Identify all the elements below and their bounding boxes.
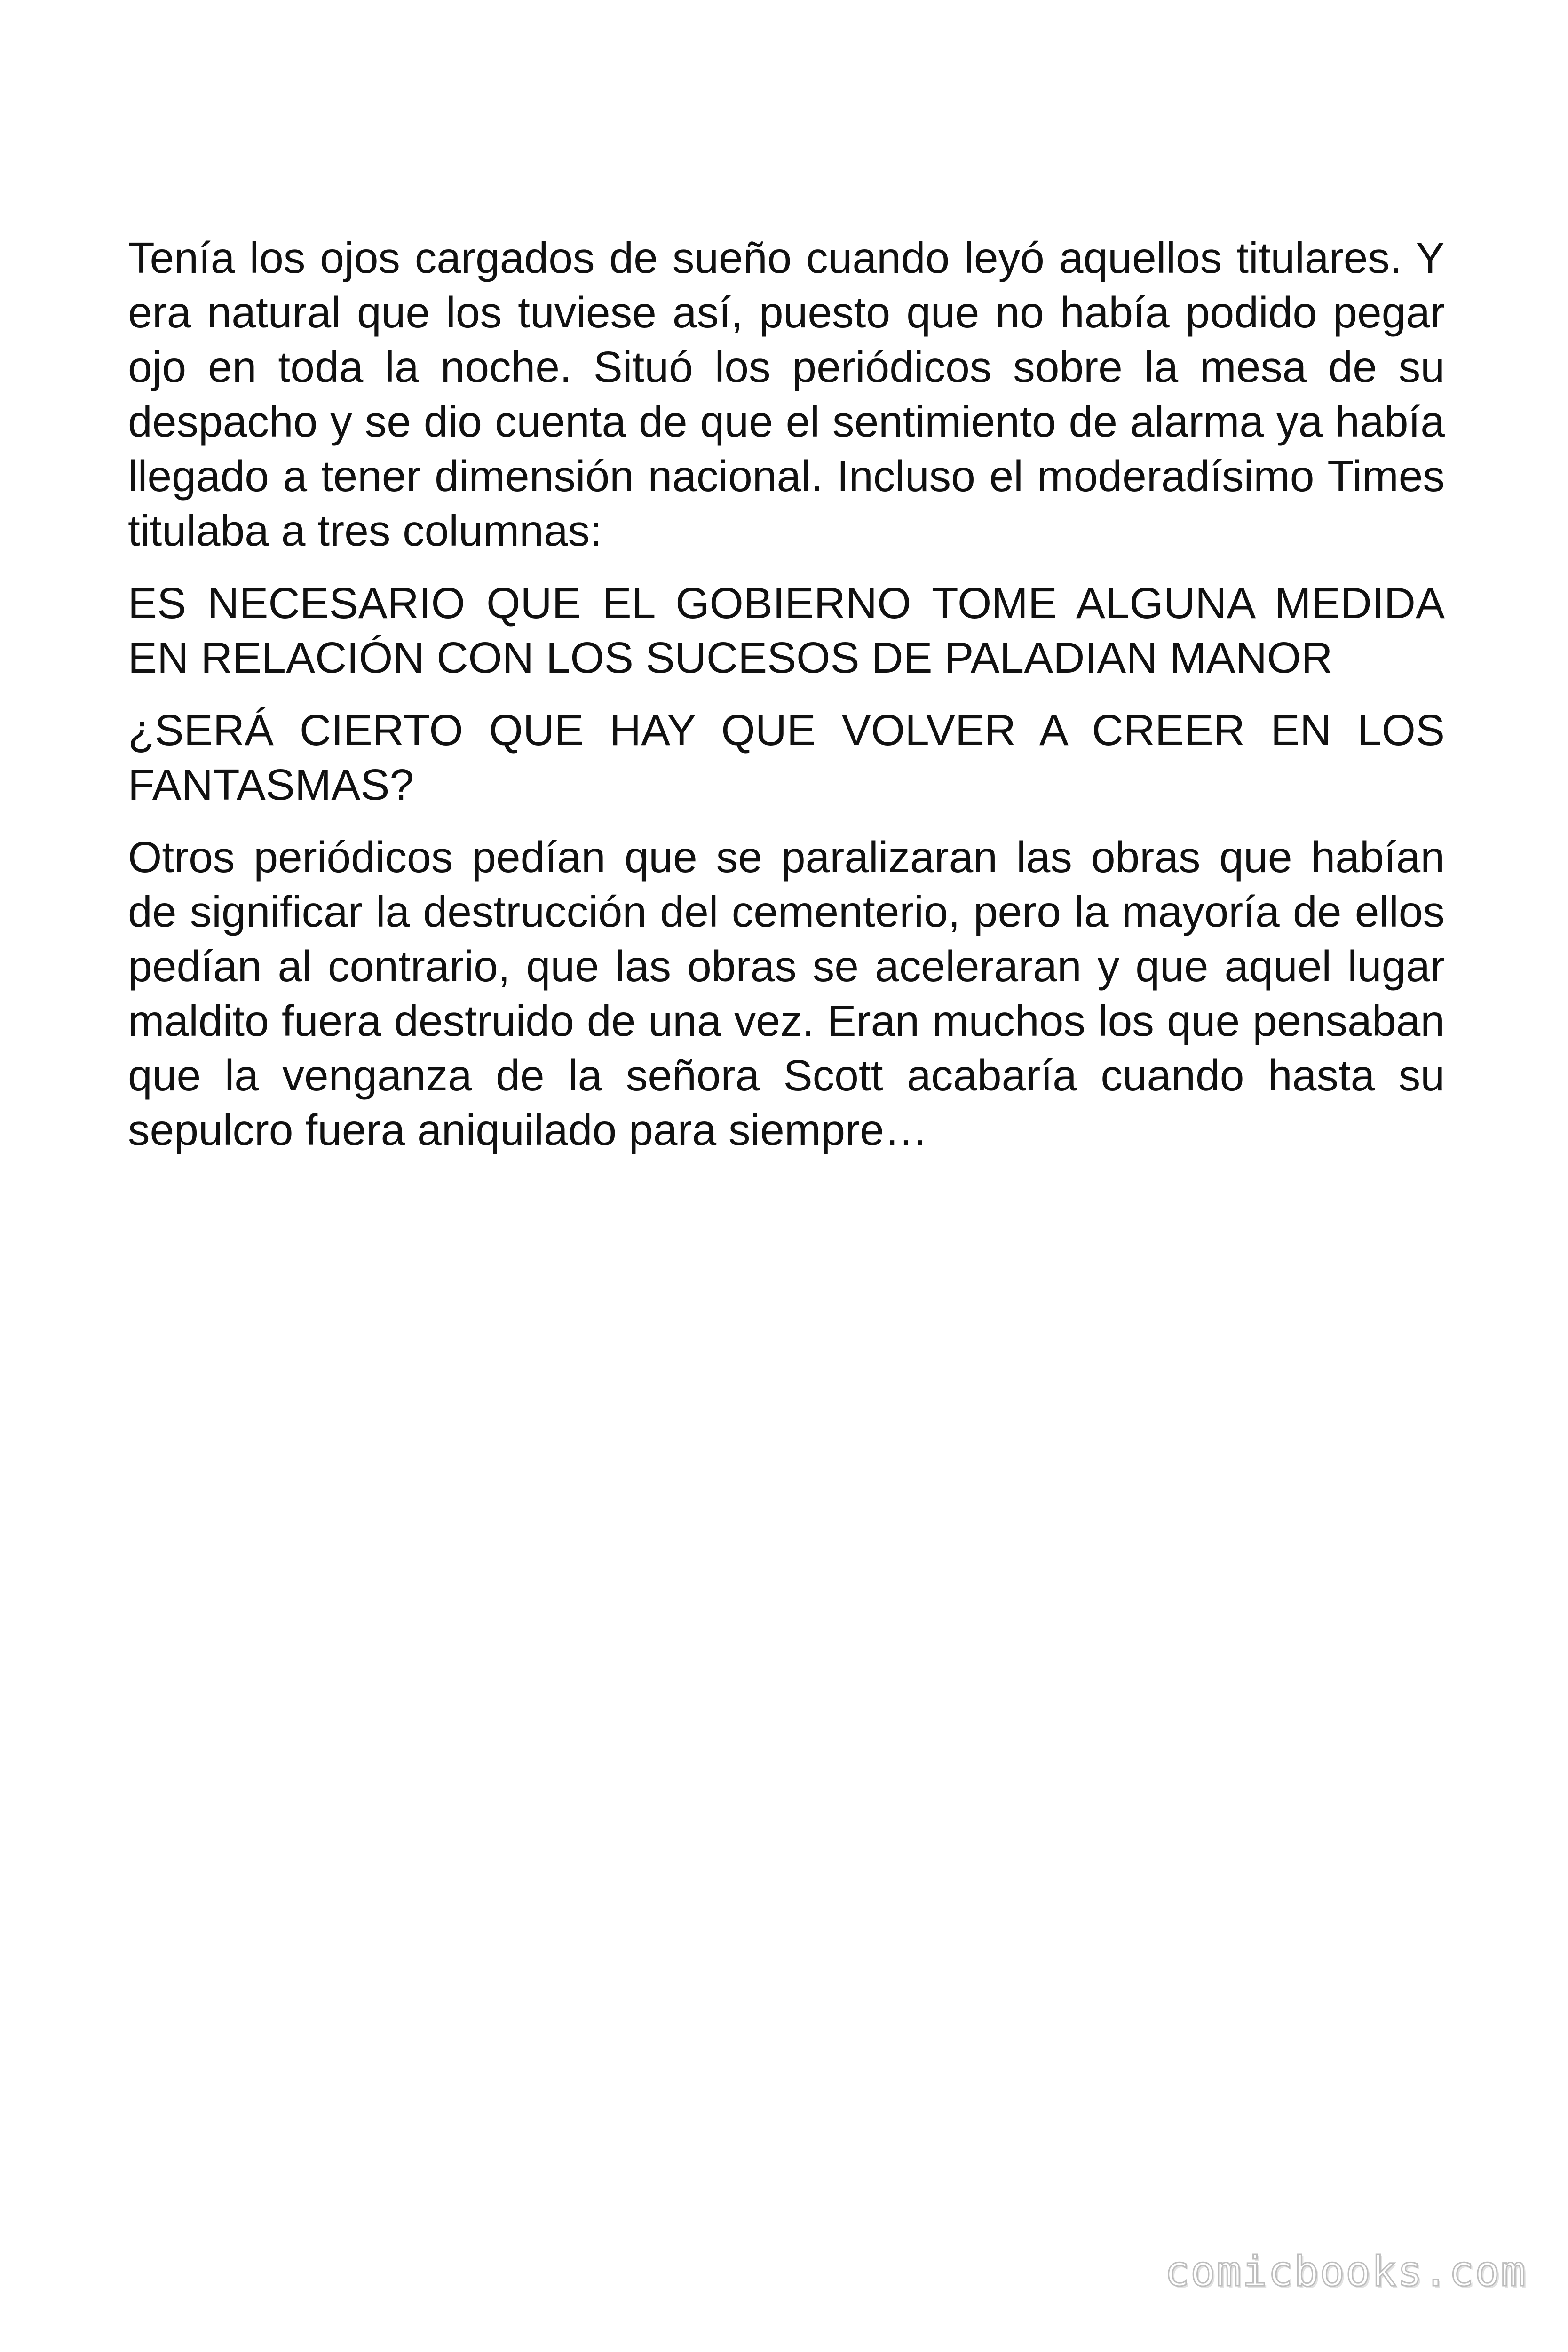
watermark-logo: comicbooks.com xyxy=(1164,2247,1527,2296)
body-text xyxy=(128,230,1445,1175)
headline-ghosts: ¿SERÁ CIERTO QUE HAY QUE VOLVER A CREER EN LOS FANTASMAS? xyxy=(128,706,1445,809)
paragraph-closing: Otros periódicos pedían que se paralizaran las obras que habían de significar la destrucción del cementerio, pero la mayoría de ellos pedían al contrario, que las obras se aceleraran y que aquel lugar maldito fuera destruido de una vez. Eran muchos los que pensaban que la venganza de la señora Scott acabaría cuando hasta su sepulcro fuera aniquilado para siempre… xyxy=(128,833,1445,1154)
headline-government: ES NECESARIO QUE EL GOBIERNO TOME ALGUNA MEDIDA EN RELACIÓN CON LOS SUCESOS DE PALADIAN MANOR xyxy=(128,579,1445,682)
paragraph-intro: Tenía los ojos cargados de sueño cuando leyó aquellos titulares. Y era natural que los tuviese así, puesto que no había podido pegar ojo en toda la noche. Situó los periódicos sobre la mesa de su despacho y se dio cuenta de que el sentimiento de alarma ya había llegado a tener dimensión nacional. Incluso el moderadísimo Times titulaba a tres columnas: xyxy=(128,233,1445,555)
